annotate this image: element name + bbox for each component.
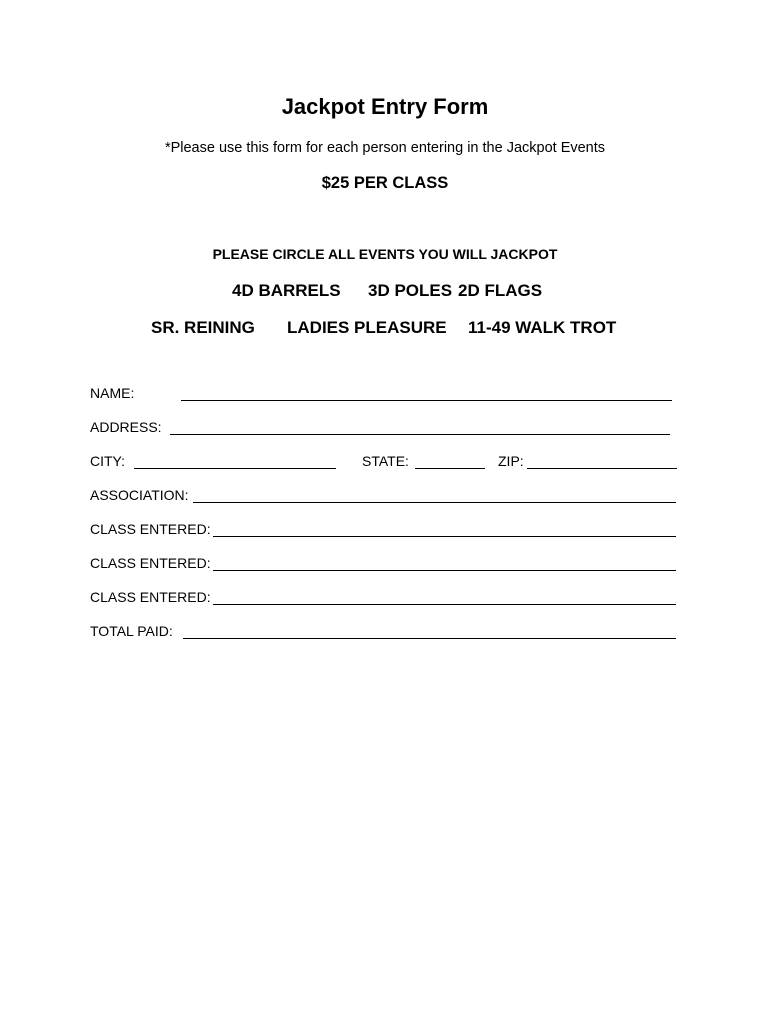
address-label: ADDRESS: [90,419,162,435]
event-ladies-pleasure[interactable]: LADIES PLEASURE [287,318,447,337]
class-entered-label-2: CLASS ENTERED: [90,555,211,571]
event-11-49-walk-trot[interactable]: 11-49 WALK TROT [468,318,617,337]
event-4d-barrels[interactable]: 4D BARRELS [232,281,341,300]
state-field[interactable] [415,468,485,469]
address-field[interactable] [170,434,670,435]
city-label: CITY: [90,453,126,469]
class-entered-field-2[interactable] [213,570,676,571]
total-paid-field[interactable] [183,638,676,639]
association-label: ASSOCIATION: [90,487,189,503]
class-entered-label-3: CLASS ENTERED: [90,589,211,605]
state-label: STATE: [362,453,409,469]
event-sr-reining[interactable]: SR. REINING [151,318,255,337]
zip-field[interactable] [527,468,677,469]
name-label: NAME: [90,385,135,401]
total-paid-label: TOTAL PAID: [90,623,173,639]
event-3d-poles[interactable]: 3D POLES [368,281,453,300]
class-entered-label-1: CLASS ENTERED: [90,521,211,537]
class-entered-field-3[interactable] [213,604,676,605]
class-entered-field-1[interactable] [213,536,676,537]
zip-label: ZIP: [498,453,524,469]
name-field[interactable] [181,400,672,401]
association-field[interactable] [193,502,676,503]
form-subtitle: *Please use this form for each person entering in the Jackpot Events [164,140,606,156]
form-title: Jackpot Entry Form [281,94,489,119]
event-2d-flags[interactable]: 2D FLAGS [458,281,543,300]
city-field[interactable] [134,468,336,469]
price-per-class: $25 PER CLASS [321,174,449,192]
circle-events-instruction: PLEASE CIRCLE ALL EVENTS YOU WILL JACKPOT [212,246,558,262]
